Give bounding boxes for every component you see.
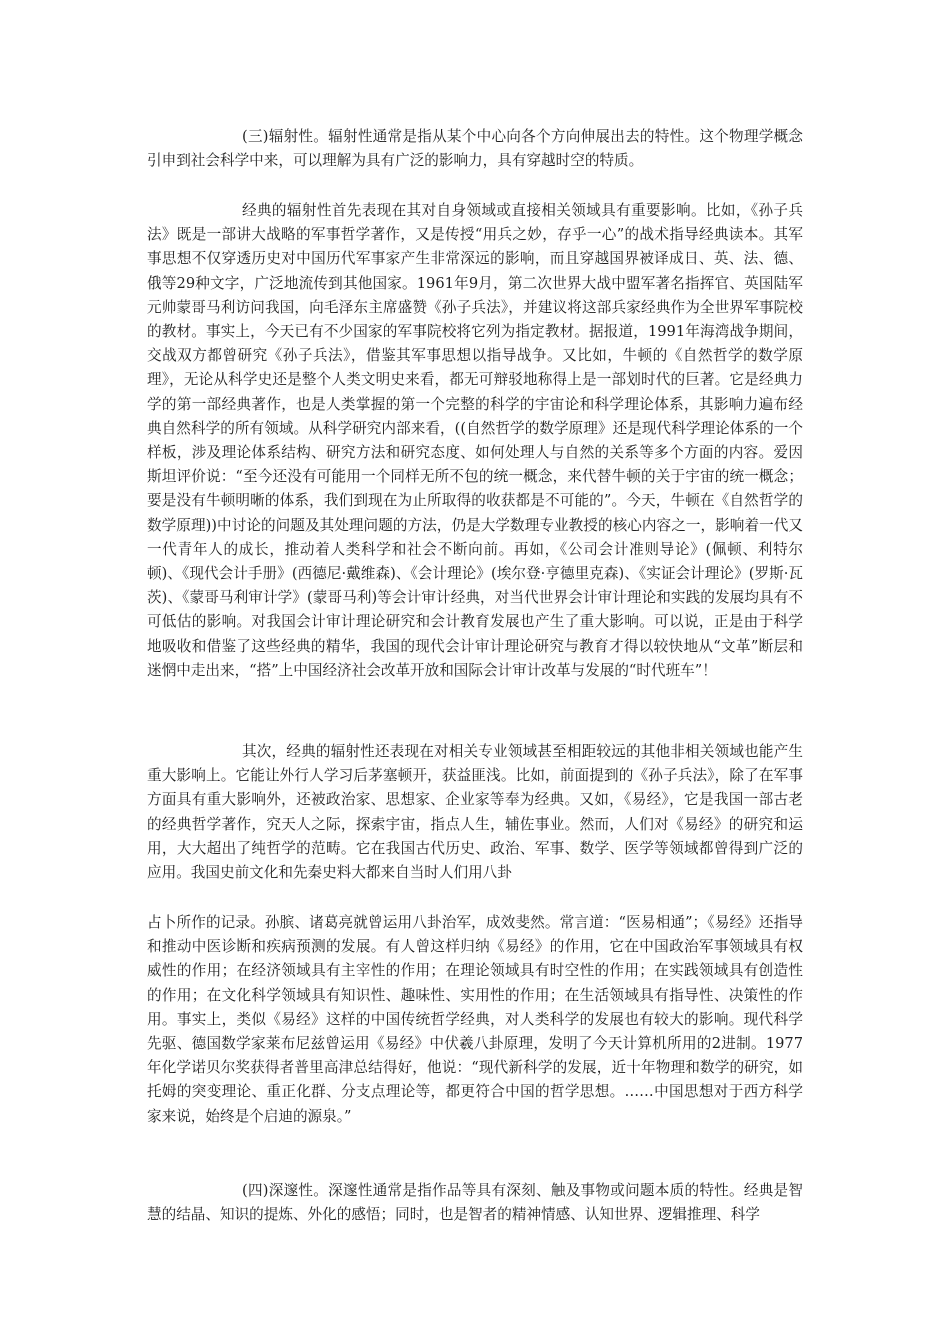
paragraph-radiation-other-fields: 其次，经典的辐射性还表现在对相关专业领域甚至相距较远的其他非相关领域也能产生重大影响上。它能让外行人学习后茅塞顿开，获益匪浅。比如，前面提到的《孙子兵法》，除了在军事方面具有重大影响外，还被政治家、思想家、企业家等奉为经典。又如，《易经》，它是我国一部古老的经典哲学著作，究天人之际，探索宇宙，指点人生，辅佐事业。然而，人们对《易经》的研究和运用，大大超出了纯哲学的范畴。它在我国古代历史、政治、军事、数学、医学等领域都曾得到广泛的应用。我国史前文化和先秦史料大都来自当时人们用八卦 bbox=[147, 743, 803, 882]
paragraph-radiation-own-field: 经典的辐射性首先表现在其对自身领域或直接相关领域具有重要影响。比如，《孙子兵法》既是一部讲大战略的军事哲学著作，又是传授“用兵之妙，存乎一心”的战术指导经典读本。其军事思想不仅穿透历史对中国历代军事家产生非常深远的影响，而且穿越国界被译成日、英、法、德、俄等29种文字，广泛地流传到其他国家。1961年9月，第二次世界大战中盟军著名指挥官、英国陆军元帅蒙哥马利访问我国，向毛泽东主席盛赞《孙子兵法》，并建议将这部兵家经典作为全世界军事院校的教材。事实上，今天已有不少国家的军事院校将它列为指定教材。据报道，1991年海湾战争期间，交战双方都曾研究《孙子兵法》，借鉴其军事思想以指导战争。又比如，牛顿的《自然哲学的数学原理》，无论从科学史还是整个人类文明史来看，都无可辩驳地称得上是一部划时代的巨著。它是经典力学的第一部经典著作，也是人类掌握的第一个完整的科学的宇宙论和科学理论体系，其影响力遍布经典自然科学的所有领域。从科学研究内部来看，((自然哲学的数学原理》还是现代科学理论体系的一个样板，涉及理论体系结构、研究方法和研究态度、如何处理人与自然的关系等多个方面的内容。爱因斯坦评价说：“至今还没有可能用一个同样无所不包的统一概念，来代替牛顿的关于宇宙的统一概念；要是没有牛顿明晰的体系，我们到现在为止所取得的收获都是不可能的”。今天，牛顿在《自然哲学的数学原理))中讨论的问题及其处理问题的方法，仍是大学数理专业教授的核心内容之一，影响着一代又一代青年人的成长，推动着人类科学和社会不断向前。再如，《公司会计准则导论》(佩顿、利特尔顿)、《现代会计手册》(西德尼·戴维森)、《会计理论》(埃尔登·亨德里克森)、《实证会计理论》(罗斯·瓦茨)、《蒙哥马利审计学》(蒙哥马利)等会计审计经典，对当代世界会计审计理论和实践的发展均具有不可低估的影响。对我国会计审计理论研究和会计教育发展也产生了重大影响。可以说，正是由于科学地吸收和借鉴了这些经典的精华，我国的现代会计审计理论研究与教育才得以较快地从“文革”断层和迷惘中走出来，“搭”上中国经济社会改革开放和国际会计审计改革与发展的“时代班车”！ bbox=[147, 202, 803, 679]
paragraph-radiation-definition: (三)辐射性。辐射性通常是指从某个中心向各个方向伸展出去的特性。这个物理学概念引申到社会科学中来，可以理解为具有广泛的影响力，具有穿越时空的特质。 bbox=[147, 128, 803, 170]
paragraph-profundity-definition: (四)深邃性。深邃性通常是指作品等具有深刻、触及事物或问题本质的特性。经典是智慧的结晶、知识的提炼、外化的感悟；同时，也是智者的精神情感、认知世界、逻辑推理、科学 bbox=[147, 1182, 803, 1224]
paragraph-yijing-continued: 占卜所作的记录。孙膑、诸葛亮就曾运用八卦治军，成效斐然。常言道：“医易相通”；《易经》还指导和推动中医诊断和疾病预测的发展。有人曾这样归纳《易经》的作用，它在中国政治军事领域具有权威性的作用；在经济领域具有主宰性的作用；在理论领域具有时空性的作用；在实践领域具有创造性的作用；在文化科学领域具有知识性、趣味性、实用性的作用；在生活领域具有指导性、决策性的作用。事实上，类似《易经》这样的中国传统哲学经典，对人类科学的发展也有较大的影响。现代科学先驱、德国数学家莱布尼兹曾运用《易经》中伏羲八卦原理，发明了今天计算机所用的2进制。1977年化学诺贝尔奖获得者普里高津总结得好，他说：“现代新科学的发展，近十年物理和数学的研究，如托姆的突变理论、重正化群、分支点理论等，都更符合中国的哲学思想。……中国思想对于西方科学家来说，始终是个启迪的源泉。” bbox=[147, 914, 803, 1125]
